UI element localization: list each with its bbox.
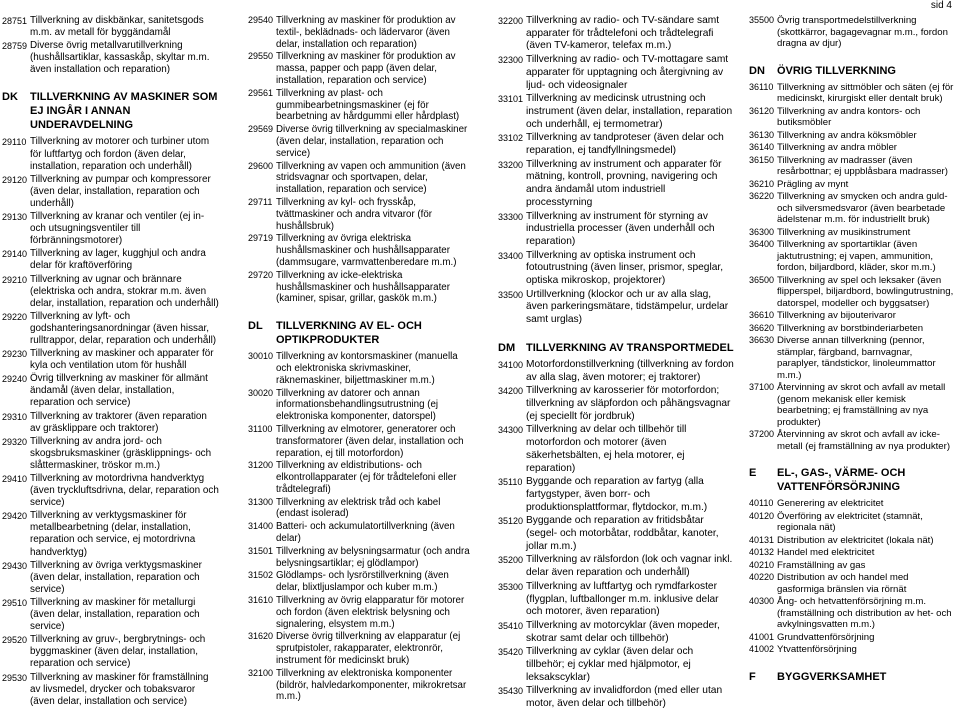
sni-entry: [2, 436, 220, 472]
sni-entry: [248, 124, 472, 159]
sni-entry: [2, 248, 220, 272]
entry-text: Tillverkning av karosserier för motorfordon; tillverkning av släpfordon och påhängsvagnar (ej speciellt för jordbruk): [526, 385, 731, 422]
entry-text: Återvinning av skrot och avfall av icke-metall (ej framställning av nya produkter): [777, 429, 951, 452]
sni-entry: [749, 632, 955, 644]
entry-text: Tillverkning av elektrisk tråd och kabel (endast isolerad): [276, 496, 441, 520]
entry-code: 30020: [248, 387, 274, 398]
entry-text: Tillverkning av madrasser (även resårbottnar; ej uppblåsbara madrasser): [777, 154, 948, 177]
entry-text: Tillverkning av spel och leksaker (även flipperspel, biljardbord, bowlingutrustning, datorspel, modeller och byggsatser): [777, 274, 954, 309]
entry-text: Tillverkning av plast- och gummibearbetningsmaskiner (ej för bearbetning av hårdgummi eller hårdplast): [276, 87, 460, 123]
entry-code: 29130: [2, 212, 28, 223]
entry-text: Tillverkning av kyl- och frysskåp, tvättmaskiner och andra vitvaror (för hushållsbruk): [276, 196, 433, 232]
entry-code: 36140: [749, 142, 775, 152]
entry-text: Tillverkning av lyft- och godshanteringsanordningar (även hissar, rulltrappor, delar, reparation och underhåll): [30, 310, 217, 346]
sni-entry: [248, 270, 472, 305]
sni-entry: [248, 668, 472, 703]
entry-code: 31501: [248, 545, 274, 556]
entry-text: Grundvattenförsörjning: [777, 631, 875, 643]
entry-text: Tillverkning av ugnar och brännare (elektriska och andra, stokrar m.m. även delar, installation, reparation och underhåll): [30, 273, 219, 309]
section-code: DM: [498, 341, 516, 354]
entry-text: Diverse övrig metallvarutillverkning (hushållsartiklar, kassaskåp, skyltar m.m. även installation och reparation): [30, 40, 210, 76]
sni-entry: [2, 136, 220, 172]
entry-text: Tillverkning av andra jord- och skogsbruksmaskiner (gräsklippnings- och slåttermaskiner, tröskor m.m.): [30, 435, 212, 471]
sni-entry: [2, 672, 220, 708]
entry-code: 31300: [248, 496, 274, 507]
entry-text: Tillverkning av motordrivna handverktyg (även tryckluftsdrivna, delar, reparation och service): [30, 473, 219, 509]
entry-code: 35120: [498, 516, 524, 527]
entry-code: 35430: [498, 686, 524, 697]
sni-entry: [2, 311, 220, 347]
section-heading: [2, 90, 220, 132]
column-4: [749, 15, 955, 688]
section-heading: [749, 64, 955, 78]
entry-text: Tillverkning av instrument och apparater för mätning, kontroll, provning, navigering och andra ändamål utom industriell processtyrning: [526, 158, 722, 208]
entry-code: 36210: [749, 178, 775, 189]
sni-entry: [2, 174, 220, 210]
column-1: [2, 15, 220, 709]
entry-text: Övrig tillverkning av maskiner för allmänt ändamål (även delar, installation, reparation och service): [30, 373, 208, 409]
sni-entry: [498, 211, 734, 249]
entry-code: 29711: [248, 196, 273, 207]
section-code: E: [749, 467, 757, 479]
entry-text: Tillverkning av sportartiklar (även jaktutrustning; ej vapen, ammunition, fordon, biljardbord, kläder, skor m.m.): [777, 239, 936, 273]
entry-code: 29320: [2, 436, 28, 447]
entry-code: 35110: [498, 477, 523, 488]
entry-text: Diverse övrig tillverkning av specialmaskiner (även delar, installation, reparation och service): [276, 124, 468, 159]
entry-code: 36110: [749, 81, 774, 92]
entry-code: 36400: [749, 239, 775, 249]
entry-code: 29430: [2, 560, 28, 571]
entry-text: Återvinning av skrot och avfall av metall (genom mekanisk eller kemisk bearbetning; ej framställning av nya produkter): [777, 382, 946, 428]
entry-text: Tillverkning av verktygsmaskiner för metallbearbetning (delar, installation, reparation och service, ej motordrivna handverktyg): [30, 510, 196, 558]
sni-entry: [498, 476, 734, 514]
entry-code: 34300: [498, 425, 524, 436]
entry-code: 32200: [498, 16, 524, 26]
sni-entry: [248, 521, 472, 545]
entry-text: Tillverkning av belysningsarmatur (och andra belysningsartiklar; ej glödlampor): [276, 545, 470, 569]
section-heading: [749, 670, 955, 684]
sni-entry: [2, 634, 220, 670]
entry-text: Tillverkning av borstbinderiarbeten: [777, 322, 924, 334]
entry-text: Tillverkning av datorer och annan informationsbehandlingsutrustning (ej elektroniska komponenter, datorspel): [276, 387, 439, 423]
entry-code: 37200: [749, 429, 775, 439]
sni-entry: [749, 155, 955, 178]
entry-code: 31610: [248, 595, 274, 606]
entry-text: Tillverkning av radio- och TV-mottagare samt apparater för upptagning och återgivning av ljud- och videosignaler: [526, 54, 729, 91]
entry-code: 36620: [749, 322, 775, 333]
section-title: EL-, GAS-, VÄRME- OCH VATTENFÖRSÖRJNING: [777, 467, 906, 493]
entry-text: Tillverkning av maskiner för metallurgi (även delar, installation, reparation och service): [30, 596, 200, 633]
entry-text: Tillverkning av luftfartyg och rymdfarkoster (flygplan, luftballonger m.m. inklusive delar och motorer, även reparation): [526, 580, 719, 618]
entry-text: Diverse övrig tillverkning av elapparatur (ej sprutpistoler, rakapparater, elektronrör, instrument för medicinskt bruk): [276, 631, 461, 667]
entry-code: 29600: [248, 160, 274, 171]
entry-text: Tillverkning av musikinstrument: [777, 226, 911, 238]
section-title: ÖVRIG TILLVERKNING: [777, 64, 896, 77]
entry-code: 36300: [749, 226, 775, 237]
entry-code: 35420: [498, 647, 524, 658]
entry-code: 36610: [749, 310, 775, 320]
sni-entry: [749, 335, 955, 381]
entry-code: 29110: [2, 137, 27, 148]
entry-code: 29240: [2, 374, 28, 385]
entry-code: 29530: [2, 672, 28, 683]
sni-entry: [2, 211, 220, 247]
sni-entry: [498, 646, 734, 684]
entry-text: Tillverkning av delar och tillbehör till motorfordon och motorer (även säkerhetsbälten, ej hela motorer, ej reparation): [526, 424, 687, 474]
entry-text: Tillverkning av smycken och andra guld- och silversmedsvaror (även bearbetade ädelstenar m.m. för industriellt bruk): [777, 191, 948, 225]
sni-entry: [2, 510, 220, 558]
entry-code: 37100: [749, 382, 775, 392]
sni-entry: [749, 191, 955, 226]
section-code: DL: [248, 320, 263, 333]
sni-entry: [749, 323, 955, 335]
sni-entry: [248, 460, 472, 495]
entry-text: Distribution av och handel med gasformiga bränslen via rörnät: [777, 572, 909, 595]
entry-text: Diverse annan tillverkning (pennor, stämplar, färgband, barnvagnar, paraplyer, tändstickor, linoleummattor m.m.): [777, 335, 936, 381]
sni-entry: [248, 388, 472, 423]
entry-code: 35200: [498, 555, 524, 566]
sni-entry: [749, 644, 955, 656]
sni-entry: [2, 473, 220, 509]
entry-text: Tillverkning av instrument för styrning av industriella processer (även underhåll och reparation): [526, 210, 715, 247]
sni-entry: [248, 51, 472, 86]
entry-text: Tillverkning av eldistributions- och elkontrollapparater (ej för trådtelefoni eller trådtelegrafi): [276, 460, 457, 495]
entry-text: Tillverkning av icke-elektriska hushållsmaskiner och hushållsapparater (kaminer, spisar, grillar, gaskök m.m.): [276, 269, 450, 305]
sni-entry: [248, 595, 472, 630]
entry-text: Tillverkning av diskbänkar, sanitetsgods m.m. av metall för byggändamål: [30, 15, 204, 39]
entry-code: 36120: [749, 105, 775, 116]
entry-code: 34100: [498, 359, 524, 370]
sni-entry: [2, 597, 220, 633]
sni-entry: [749, 382, 955, 428]
entry-code: 40120: [749, 510, 775, 521]
entry-code: 29720: [248, 269, 274, 280]
entry-text: Motorfordonstillverkning (tillverkning av fordon av alla slag, även motorer; ej traktorer): [526, 358, 734, 383]
section-heading: [749, 466, 955, 494]
entry-code: 29230: [2, 349, 28, 360]
sni-entry: [498, 385, 734, 423]
sni-entry: [248, 351, 472, 386]
section-title: TILLVERKNING AV TRANSPORTMEDEL: [526, 341, 734, 354]
entry-code: 32100: [248, 667, 274, 678]
entry-code: 36150: [749, 154, 775, 165]
sni-entry: [749, 498, 955, 510]
entry-code: 40300: [749, 596, 775, 606]
entry-text: Tillverkning av övrig elapparatur för motorer och fordon (även elektrisk belysning och signalering, elsystem m.m.): [276, 595, 465, 630]
sni-entry: [498, 359, 734, 384]
entry-code: 33200: [498, 159, 524, 170]
entry-code: 33500: [498, 289, 524, 300]
entry-text: Tillverkning av maskiner för produktion av massa, papper och papp (även delar, installation, reparation och service): [276, 51, 456, 86]
entry-code: 29120: [2, 174, 28, 185]
sni-entry: [749, 275, 955, 310]
entry-text: Tillverkning av bijouterivaror: [777, 310, 896, 321]
entry-code: 35410: [498, 620, 524, 631]
section-heading: [498, 341, 734, 355]
entry-code: 31400: [248, 521, 274, 532]
sni-entry: [248, 631, 472, 666]
sni-entry: [498, 15, 734, 53]
section-code: F: [749, 670, 756, 683]
section-title: TILLVERKNING AV MASKINER SOM EJ INGÅR I ANNAN UNDERAVDELNING: [30, 91, 218, 132]
sni-entry: [248, 497, 472, 521]
sni-entry: [2, 274, 220, 310]
entry-code: 40210: [749, 559, 775, 570]
section-heading: [248, 319, 472, 347]
section-code: DK: [2, 91, 18, 104]
entry-code: 30010: [248, 351, 274, 362]
sni-entry: [2, 40, 220, 76]
entry-text: Tillverkning av gruv-, bergbrytnings- och byggmaskiner (även delar, installation, reparation och service): [30, 634, 206, 670]
sni-entry: [2, 373, 220, 409]
entry-text: Glödlamps- och lysrörstillverkning (även delar, blixtljuslampor och kuber m.m.): [276, 570, 449, 594]
entry-code: 29550: [248, 51, 274, 62]
sni-entry: [498, 554, 734, 579]
sni-entry: [498, 424, 734, 475]
entry-code: 29520: [2, 635, 28, 646]
sni-entry: [749, 547, 955, 559]
entry-code: 32300: [498, 55, 524, 66]
entry-code: 41001: [749, 631, 775, 642]
sni-entry: [498, 250, 734, 288]
entry-text: Tillverkning av maskiner och apparater för kyla och ventilation utom för hushåll: [30, 348, 214, 372]
section-title: BYGGVERKSAMHET: [777, 670, 887, 683]
entry-text: Tillverkning av vapen och ammunition (även stridsvagnar och sportvapen, delar, installation, reparation och service): [276, 160, 466, 196]
sni-entry: [498, 620, 734, 645]
entry-text: Tillverkning av medicinsk utrustning och instrument (även delar, installation, reparation och underhåll, ej termometrar): [526, 93, 733, 130]
entry-text: Tillverkning av maskiner för framställning av livsmedel, drycker och tobaksvaror (även delar, installation och service): [30, 671, 209, 707]
entry-code: 31200: [248, 460, 274, 471]
entry-code: 35500: [749, 15, 775, 25]
entry-code: 36630: [749, 335, 775, 345]
entry-code: 40131: [749, 534, 775, 545]
entry-code: 31100: [248, 423, 273, 434]
entry-text: Ång- och hetvattenförsörjning m.m. (framställning och distribution av het- och avkylningsvatten m.m.): [777, 596, 952, 630]
entry-text: Tillverkning av andra kontors- och butiksmöbler: [777, 105, 921, 128]
sni-entry: [749, 429, 955, 452]
sni-entry: [2, 15, 220, 39]
entry-code: 33300: [498, 211, 524, 222]
sni-entry: [749, 560, 955, 572]
sni-entry: [498, 515, 734, 553]
entry-code: 34200: [498, 386, 524, 397]
entry-text: Framställning av gas: [777, 559, 866, 571]
entry-text: Handel med elektricitet: [777, 547, 875, 558]
entry-text: Tillverkning av invalidfordon (med eller utan motor, även delar och tillbehör): [526, 685, 723, 710]
entry-code: 33400: [498, 250, 524, 261]
entry-code: 40110: [749, 498, 774, 508]
entry-code: 33101: [498, 94, 524, 105]
entry-code: 29719: [248, 233, 274, 244]
entry-text: Överföring av elektricitet (stamnät, regionala nät): [777, 510, 923, 533]
entry-code: 36130: [749, 129, 775, 140]
sni-entry: [749, 239, 955, 274]
entry-text: Byggande och reparation av fritidsbåtar (segel- och motorbåtar, roddbåtar, kanoter, jollar m.m.): [526, 515, 719, 552]
section-title: TILLVERKNING AV EL- OCH OPTIKPRODUKTER: [276, 320, 422, 347]
column-3: [498, 15, 734, 712]
entry-code: 31502: [248, 570, 274, 581]
entry-code: 31620: [248, 631, 274, 642]
sni-entry: [248, 161, 472, 196]
sni-entry: [248, 570, 472, 594]
entry-text: Tillverkning av motorcyklar (även mopeder, skotrar samt delar och tillbehör): [526, 619, 720, 644]
entry-code: 29420: [2, 511, 28, 522]
page-number: sid 4: [930, 0, 952, 11]
entry-code: 28759: [2, 41, 28, 52]
entry-text: Ytvattenförsörjning: [777, 644, 857, 655]
sni-entry: [749, 130, 955, 142]
sni-entry: [498, 581, 734, 619]
entry-code: 40132: [749, 547, 775, 557]
entry-code: 33102: [498, 133, 524, 144]
column-2: [248, 15, 472, 704]
entry-text: Tillverkning av övriga elektriska hushållsmaskiner och hushållsapparater (dammsugare, varmvattenberedare m.m.): [276, 233, 457, 268]
entry-text: Tillverkning av motorer och turbiner utom för luftfartyg och fordon (även delar, installation, reparation och underhåll): [30, 136, 210, 172]
entry-code: 29220: [2, 311, 28, 322]
sni-entry: [749, 82, 955, 105]
entry-code: 29140: [2, 249, 28, 260]
sni-entry: [749, 142, 955, 154]
entry-code: 29540: [248, 15, 274, 25]
sni-entry: [248, 424, 472, 459]
entry-text: Urtillverkning (klockor och ur av alla slag, även parkeringsmätare, tidstämpelur, urdelar samt urglas): [526, 288, 729, 326]
sni-entry: [498, 54, 734, 92]
entry-text: Tillverkning av optiska instrument och fotoutrustning (även linser, prismor, speglar, optiska mikroskop, projektorer): [526, 249, 724, 287]
entry-text: Tillverkning av maskiner för produktion av textil-, beklädnads- och lädervaror (även delar, installation och reparation): [276, 15, 456, 50]
entry-text: Tillverkning av kranar och ventiler (ej in- och utsugningsventiler till förbränningsmotorer): [30, 211, 205, 247]
sni-entry: [498, 159, 734, 210]
entry-text: Tillverkning av lager, kugghjul och andra delar för kraftöverföring: [30, 248, 206, 272]
entry-text: Tillverkning av övriga verktygsmaskiner (även delar, installation, reparation och service): [30, 559, 202, 595]
entry-code: 29510: [2, 597, 28, 608]
sni-entry: [749, 106, 955, 129]
entry-code: 29569: [248, 124, 274, 135]
sni-entry: [749, 596, 955, 631]
sni-entry: [749, 572, 955, 595]
sni-entry: [749, 535, 955, 547]
entry-code: 29410: [2, 474, 28, 484]
sni-entry: [248, 233, 472, 268]
sni-entry: [248, 197, 472, 232]
entry-text: Tillverkning av andra möbler: [777, 142, 897, 153]
entry-text: Generering av elektricitet: [777, 498, 884, 509]
entry-text: Tillverkning av tandproteser (även delar och reparation, ej tandfyllningsmedel): [526, 132, 724, 157]
entry-code: 36220: [749, 191, 775, 201]
entry-code: 41002: [749, 644, 775, 654]
section-code: DN: [749, 64, 765, 77]
entry-text: Tillverkning av elmotorer, generatorer och transformatorer (även delar, installation och reparation, ej till motorfordon): [276, 423, 464, 459]
sni-entry: [2, 348, 220, 372]
entry-text: Distribution av elektricitet (lokala nät): [777, 534, 934, 546]
sni-entry: [749, 511, 955, 534]
entry-text: Tillverkning av radio- och TV-sändare samt apparater för trådtelefoni och trådtelegrafi (även TV-kameror, telefax m.m.): [526, 15, 720, 52]
entry-text: Tillverkning av cyklar (även delar och tillbehör; ej cyklar med hjälpmotor, ej leksakscyklar): [526, 646, 694, 683]
entry-text: Tillverkning av traktorer (även reparation av gräsklippare och traktorer): [30, 410, 207, 434]
entry-code: 29310: [2, 411, 28, 422]
entry-text: Batteri- och ackumulatortillverkning (även delar): [276, 521, 455, 545]
entry-text: Byggande och reparation av fartyg (alla fartygstyper, även borr- och produktionsplattformar, flytdockor, m.m.): [526, 476, 708, 513]
sni-entry: [498, 685, 734, 710]
entry-text: Tillverkning av kontorsmaskiner (manuella och elektroniska skrivmaskiner, räknemaskiner, biljettmaskiner m.m.): [276, 351, 458, 386]
entry-text: Övrig transportmedelstillverkning (skottkärror, bagagevagnar m.m., fordon dragna av djur): [777, 15, 948, 49]
sni-entry: [248, 15, 472, 50]
entry-text: Tillverkning av pumpar och kompressorer (även delar, installation, reparation och underhåll): [30, 173, 211, 209]
sni-entry: [749, 310, 955, 322]
entry-code: 29210: [2, 274, 28, 285]
entry-code: 28751: [2, 16, 28, 26]
sni-entry: [498, 289, 734, 327]
entry-code: 40220: [749, 572, 775, 582]
entry-text: Tillverkning av rälsfordon (lok och vagnar inkl. delar även reparation och underhåll): [526, 554, 733, 579]
sni-entry: [498, 132, 734, 157]
entry-text: Tillverkning av sittmöbler och säten (ej för medicinskt, kirurgiskt eller dentalt bruk): [777, 81, 954, 104]
sni-entry: [2, 560, 220, 596]
sni-entry: [248, 546, 472, 570]
entry-text: Tillverkning av elektroniska komponenter (bildrör, halvledarkomponenter, mikrokretsar m.m.): [276, 667, 467, 703]
entry-code: 36500: [749, 274, 775, 285]
sni-entry: [749, 179, 955, 191]
entry-text: Tillverkning av andra köksmöbler: [777, 129, 917, 141]
sni-entry: [498, 93, 734, 131]
sni-entry: [749, 15, 955, 50]
entry-code: 29561: [248, 87, 274, 98]
entry-code: 35300: [498, 581, 524, 592]
sni-entry: [749, 227, 955, 239]
sni-entry: [2, 411, 220, 435]
sni-entry: [248, 88, 472, 123]
entry-text: Prägling av mynt: [777, 178, 849, 190]
